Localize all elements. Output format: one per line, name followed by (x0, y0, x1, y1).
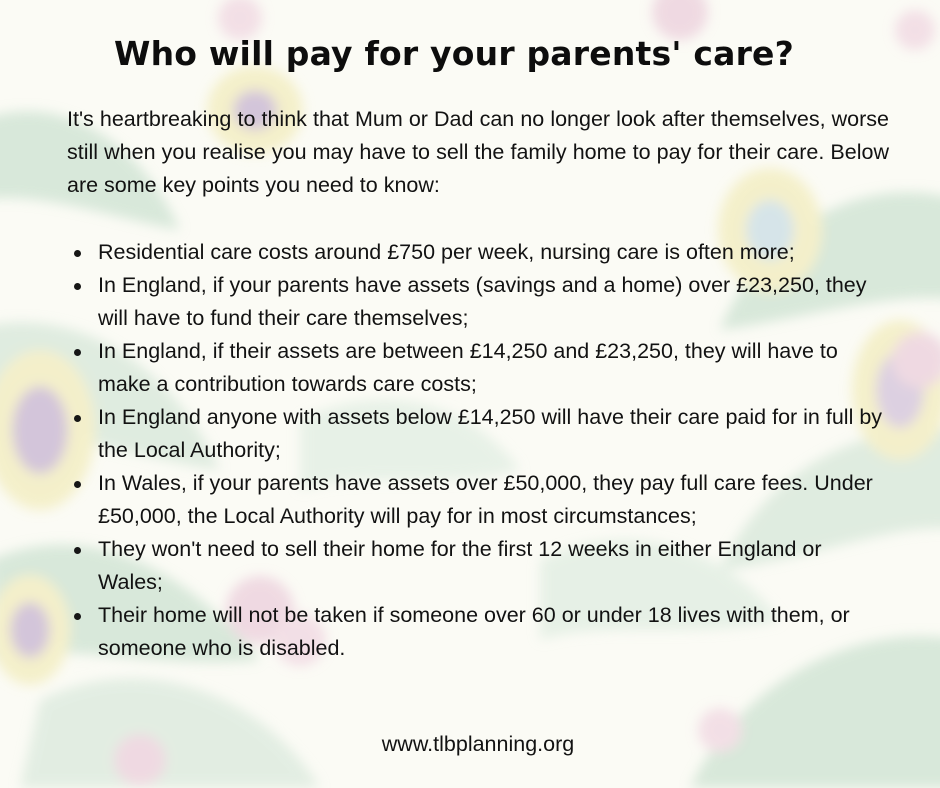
bullet-icon (74, 613, 81, 620)
list-item-text: In England, if their assets are between £14,250 and £23,250, they will have to make a contribution towards care costs; (98, 339, 838, 396)
list-item-text: Residential care costs around £750 per week, nursing care is often more; (98, 240, 795, 264)
list-item-text: They won't need to sell their home for the first 12 weeks in either England or Wales; (98, 537, 822, 594)
list-item (98, 236, 889, 269)
key-points-list (67, 236, 889, 665)
list-item-text: In Wales, if your parents have assets over £50,000, they pay full care fees. Under £50,000, the Local Authority will pay for in most circumstances; (98, 471, 873, 528)
list-item (98, 269, 889, 335)
list-item-text: In England anyone with assets below £14,250 will have their care paid for in full by the Local Authority; (98, 405, 883, 462)
page-title: Who will pay for your parents' care? (114, 34, 794, 73)
bullet-icon (74, 250, 81, 257)
bullet-icon (74, 547, 81, 554)
list-item (98, 401, 889, 467)
bullet-icon (74, 415, 81, 422)
list-item (98, 599, 889, 665)
bullet-icon (74, 481, 81, 488)
bullet-icon (74, 283, 81, 290)
intro-paragraph: It's heartbreaking to think that Mum or Dad can no longer look after themselves, worse still when you realise you may have to sell the family home to pay for their care. Below are some key points you need to know: (67, 107, 889, 197)
list-item (98, 533, 889, 599)
list-item (98, 467, 889, 533)
list-item (98, 335, 889, 401)
list-item-text: In England, if your parents have assets (savings and a home) over £23,250, they will have to fund their care themselves; (98, 273, 867, 330)
list-item-text: Their home will not be taken if someone over 60 or under 18 lives with them, or someone who is disabled. (98, 603, 850, 660)
bullet-icon (74, 349, 81, 356)
website-url: www.tlbplanning.org (381, 732, 575, 756)
